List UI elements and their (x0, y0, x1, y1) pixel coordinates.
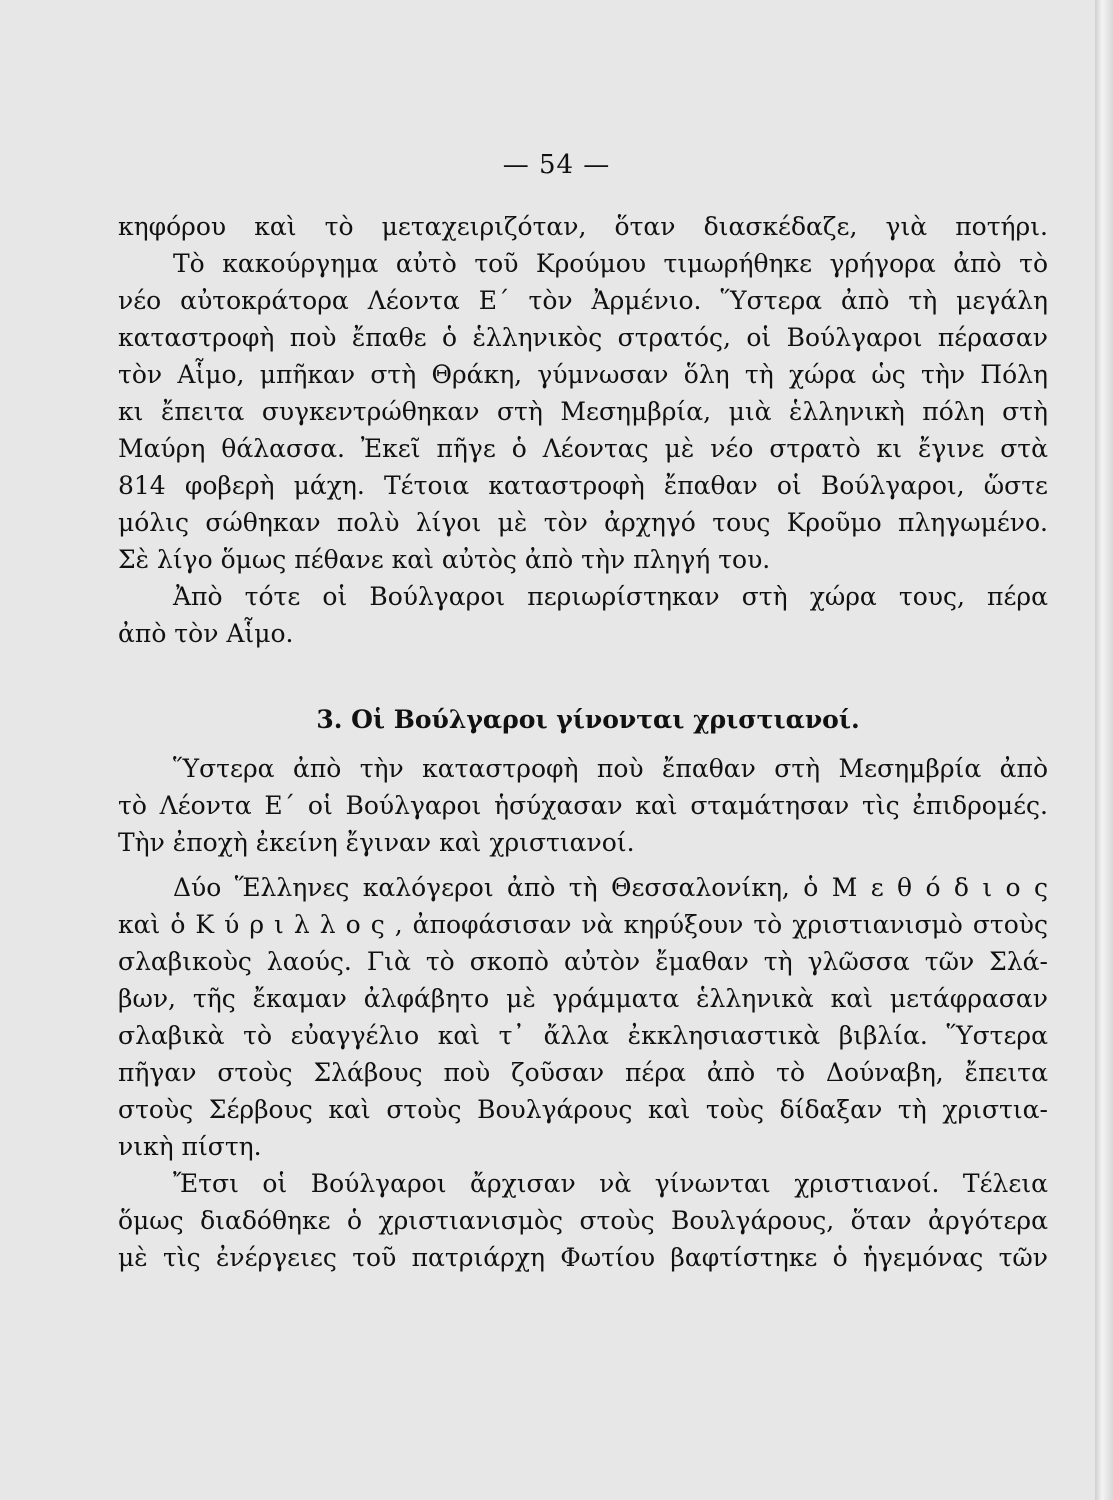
body-text (118, 208, 1048, 1276)
text-line: κηφόρου καὶ τὸ μεταχειριζόταν, ὅταν διασκέδαζε, γιὰ ποτήρι. (118, 212, 1048, 241)
text-line: σλαβικὰ τὸ εὐαγγέλιο καὶ τ᾽ ἄλλα ἐκκλησιαστικὰ βιβλία. Ὕστερα (118, 1021, 1048, 1050)
text-line: τὸ Λέοντα Ε΄ οἱ Βούλγαροι ἡσύχασαν καὶ σταμάτησαν τὶς ἐπιδρομές. (118, 791, 1048, 820)
text-line: τὸν Αἷμο, μπῆκαν στὴ Θράκη, γύμνωσαν ὅλη τὴ χώρα ὡς τὴν Πόλη (118, 360, 1048, 389)
text-line: 814 φοβερὴ μάχη. Τέτοια καταστροφὴ ἔπαθαν οἱ Βούλγαροι, ὥστε (118, 471, 1048, 500)
text-line: καταστροφὴ ποὺ ἔπαθε ὁ ἑλληνικὸς στρατός, οἱ Βούλγαροι πέρασαν (118, 323, 1048, 352)
text-line: Ἀπὸ τότε οἱ Βούλγαροι περιωρίστηκαν στὴ χώρα τους, πέρα (173, 582, 1048, 611)
text-line: Τὴν ἐποχὴ ἐκείνη ἔγιναν καὶ χριστιανοί. (118, 828, 635, 857)
text-line: ἀπὸ τὸν Αἷμο. (118, 619, 294, 648)
text-line: ὅμως διαδόθηκε ὁ χριστιανισμὸς στοὺς Βουλγάρους, ὅταν ἀργότερα (118, 1206, 1048, 1235)
paragraph-2 (118, 245, 1048, 578)
paragraph-4 (118, 750, 1048, 861)
text-line: Ἔτσι οἱ Βούλγαροι ἄρχισαν νὰ γίνωνται χριστιανοί. Τέλεια (173, 1169, 1048, 1198)
text-line: καὶ ὁ Κ ύ ρ ι λ λ ο ς , ἀποφάσισαν νὰ κηρύξουν τὸ χριστιανισμὸ στοὺς (118, 910, 1048, 939)
text-line: κι ἔπειτα συγκεντρώθηκαν στὴ Μεσημβρία, μιὰ ἑλληνικὴ πόλη στὴ (118, 397, 1048, 426)
paragraph-1 (118, 208, 1048, 245)
text-line: Μαύρη θάλασσα. Ἐκεῖ πῆγε ὁ Λέοντας μὲ νέο στρατὸ κι ἔγινε στὰ (118, 434, 1048, 463)
section-heading: 3. Οἱ Βούλγαροι γίνονται χριστιανοί. (316, 705, 860, 734)
page-number: — 54 — (502, 150, 611, 180)
text-line: μόλις σώθηκαν πολὺ λίγοι μὲ τὸν ἀρχηγό τους Κροῦμο πληγωμένο. (118, 508, 1048, 537)
text-line: στοὺς Σέρβους καὶ στοὺς Βουλγάρους καὶ τοὺς δίδαξαν τὴ χριστια- (118, 1095, 1048, 1124)
text-line: νικὴ πίστη. (118, 1132, 262, 1161)
text-line: Δύο Ἕλληνες καλόγεροι ἀπὸ τὴ Θεσσαλονίκη, ὁ Μ ε θ ό δ ι ο ς (173, 873, 1048, 902)
text-line: Ὕστερα ἀπὸ τὴν καταστροφὴ ποὺ ἔπαθαν στὴ Μεσημβρία ἀπὸ (173, 754, 1048, 783)
text-line: μὲ τὶς ἐνέργειες τοῦ πατριάρχη Φωτίου βαφτίστηκε ὁ ἡγεμόνας τῶν (118, 1243, 1048, 1272)
text-line: πῆγαν στοὺς Σλάβους ποὺ ζοῦσαν πέρα ἀπὸ τὸ Δούναβη, ἔπειτα (118, 1058, 1048, 1087)
paragraph-6 (118, 1165, 1048, 1276)
text-line: Τὸ κακούργημα αὐτὸ τοῦ Κρούμου τιμωρήθηκε γρήγορα ἀπὸ τὸ (173, 249, 1048, 278)
page-edge (1095, 0, 1113, 1500)
text-line: βων, τῆς ἔκαμαν ἀλφάβητο μὲ γράμματα ἑλληνικὰ καὶ μετάφρασαν (118, 984, 1048, 1013)
text-line: Σὲ λίγο ὅμως πέθανε καὶ αὐτὸς ἀπὸ τὴν πληγή του. (118, 545, 771, 574)
paragraph-5 (118, 869, 1048, 1165)
text-line: σλαβικοὺς λαούς. Γιὰ τὸ σκοπὸ αὐτὸν ἔμαθαν τὴ γλῶσσα τῶν Σλά- (118, 947, 1048, 976)
paragraph-3 (118, 578, 1048, 652)
text-line: νέο αὐτοκράτορα Λέοντα Ε΄ τὸν Ἀρμένιο. Ὕστερα ἀπὸ τὴ μεγάλη (118, 286, 1048, 315)
